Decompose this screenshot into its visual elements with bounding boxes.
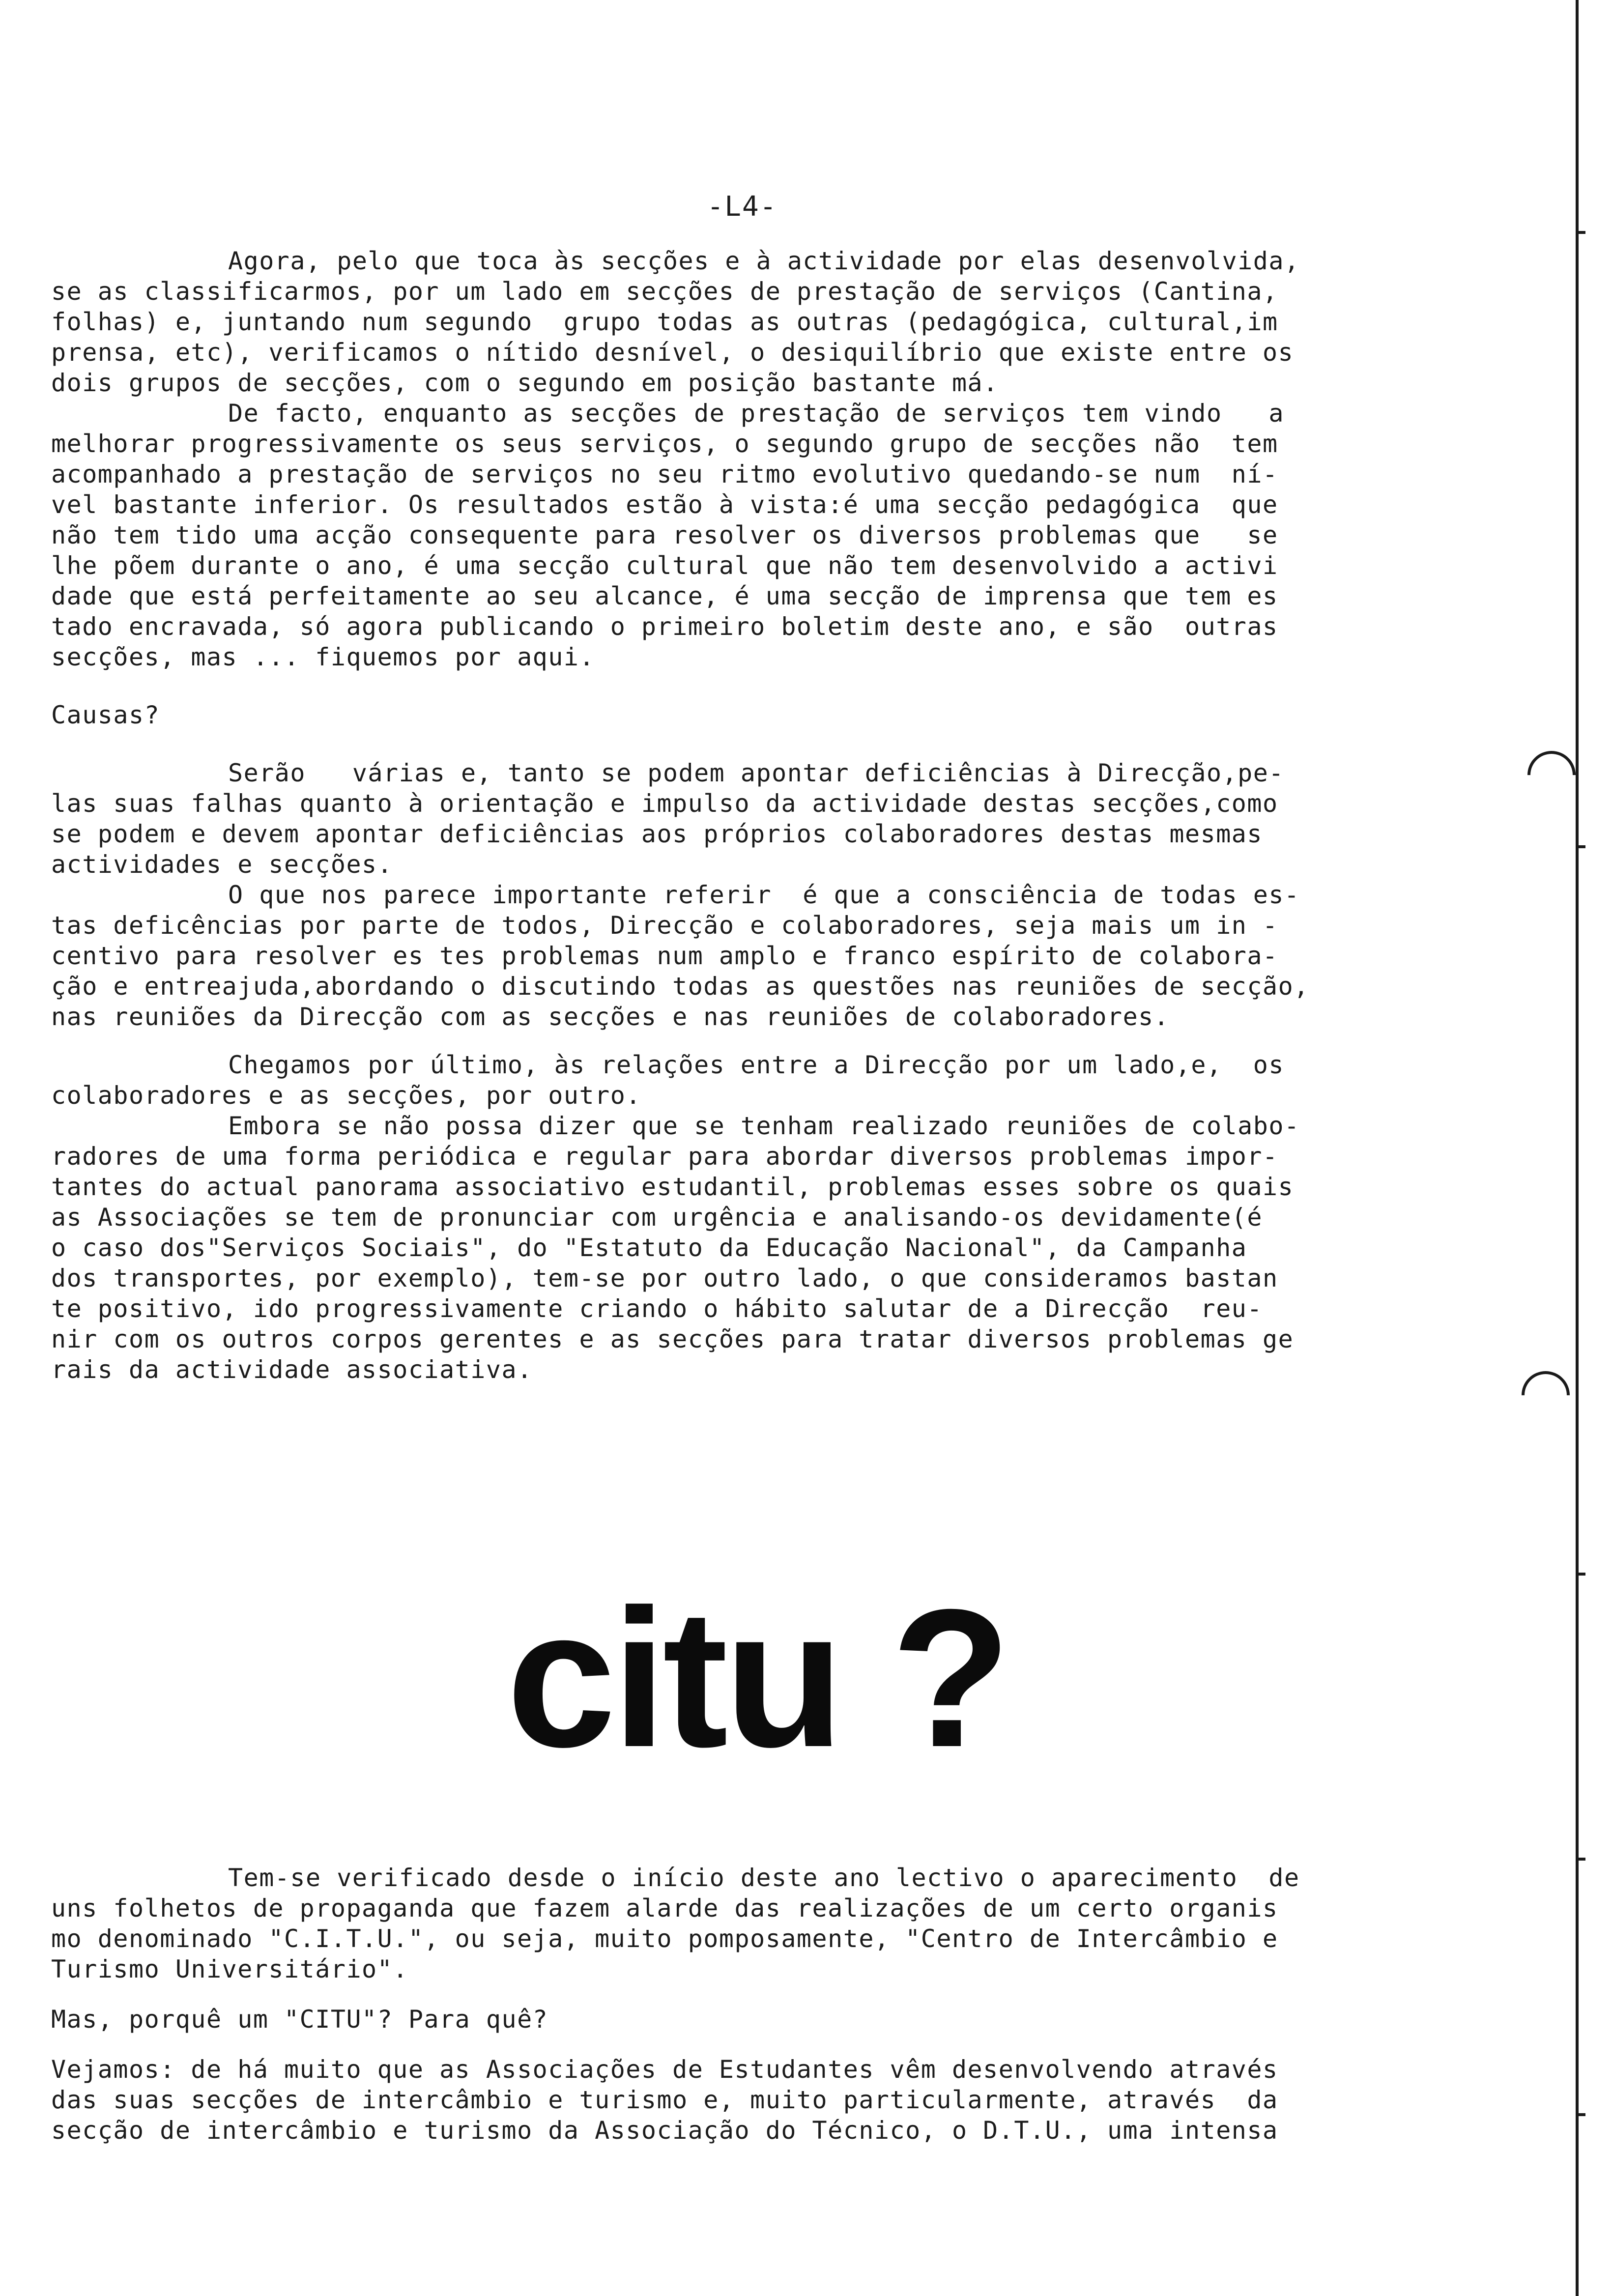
text-line: ção e entreajuda,abordando o discutindo todas as questões nas reuniões de secção,: [51, 972, 1309, 1001]
text-line: uns folhetos de propaganda que fazem alarde das realizações de um certo organis: [51, 1894, 1278, 1923]
paragraph-relations: [51, 1050, 1476, 1111]
margin-tick: [1579, 1573, 1585, 1576]
margin-tick: [1579, 1858, 1585, 1861]
text-line: las suas falhas quanto à orientação e impulso da actividade destas secções,como: [51, 789, 1278, 818]
text-line: radores de uma forma periódica e regular para abordar diversos problemas impor-: [51, 1142, 1278, 1171]
text-line: se podem e devem apontar deficiências aos próprios colaboradores destas mesmas: [51, 820, 1263, 848]
text-line: dade que está perfeitamente ao seu alcance, é uma secção de imprensa que tem es: [51, 582, 1278, 610]
causes-heading: Causas?: [51, 701, 160, 729]
text-line: lhe põem durante o ano, é uma secção cultural que não tem desenvolvido a activi: [51, 551, 1278, 580]
paragraph-sections-overview: [51, 246, 1476, 398]
text-line: o caso dos"Serviços Sociais", do "Estatuto da Educação Nacional", da Campanha: [51, 1234, 1247, 1262]
page-edge-rule: [1576, 0, 1579, 2296]
text-line: rais da actividade associativa.: [51, 1355, 533, 1384]
margin-tick: [1579, 2113, 1585, 2116]
paragraph-consciousness: [51, 880, 1476, 1032]
binder-hole-mark: [1512, 1361, 1580, 1430]
text-line: Chegamos por último, às relações entre a Direcção por um lado,e, os: [228, 1051, 1284, 1079]
text-line: actividades e secções.: [51, 850, 393, 879]
article-citu: [51, 1863, 1476, 2146]
text-line: folhas) e, juntando num segundo grupo todas as outras (pedagógica, cultural,im: [51, 308, 1278, 336]
text-line: secções, mas ... fiquemos por aqui.: [51, 643, 595, 671]
paragraph-citu-analysis: [51, 2054, 1476, 2146]
article-top: [51, 246, 1476, 1385]
text-line: nir com os outros corpos gerentes e as secções para tratar diversos problemas ge: [51, 1325, 1294, 1353]
margin-tick: [1579, 845, 1585, 848]
text-line: tantes do actual panorama associativo estudantil, problemas esses sobre os quais: [51, 1173, 1294, 1201]
text-line: tado encravada, só agora publicando o primeiro boletim deste ano, e são outras: [51, 612, 1278, 641]
text-line: tas deficências por parte de todos, Direcção e colaboradores, seja mais um in -: [51, 911, 1278, 940]
text-line: mo denominado "C.I.T.U.", ou seja, muito pomposamente, "Centro de Intercâmbio e: [51, 1924, 1278, 1953]
citu-heading: citu ?: [506, 1568, 1008, 1788]
text-line: colaboradores e as secções, por outro.: [51, 1081, 641, 1110]
text-line: não tem tido uma acção consequente para resolver os diversos problemas que se: [51, 521, 1278, 549]
text-line: acompanhado a prestação de serviços no seu ritmo evolutivo quedando-se num ní-: [51, 460, 1278, 488]
text-line: centivo para resolver es tes problemas num amplo e franco espírito de colabora-: [51, 942, 1278, 970]
paragraph-citu-intro: [51, 1863, 1476, 1984]
page-number: -L4-: [707, 191, 777, 223]
citu-question: Mas, porquê um "CITU"? Para quê?: [51, 2005, 548, 2034]
paragraph-meetings: [51, 1111, 1476, 1385]
text-line: dois grupos de secções, com o segundo em posição bastante má.: [51, 369, 999, 397]
text-line: as Associações se tem de pronunciar com urgência e analisando-os devidamente(é: [51, 1203, 1263, 1232]
text-line: Embora se não possa dizer que se tenham realizado reuniões de colabo-: [228, 1112, 1300, 1140]
text-line: te positivo, ido progressivamente criando o hábito salutar de a Direcção reu-: [51, 1294, 1263, 1323]
paragraph-de-facto: [51, 398, 1476, 672]
text-line: Agora, pelo que toca às secções e à actividade por elas desenvolvida,: [228, 247, 1300, 275]
text-line: De facto, enquanto as secções de prestação de serviços tem vindo a: [228, 399, 1284, 428]
paragraph-causes: [51, 758, 1476, 880]
text-line: vel bastante inferior. Os resultados estão à vista:é uma secção pedagógica que: [51, 490, 1278, 519]
text-line: Serão várias e, tanto se podem apontar deficiências à Direcção,pe-: [228, 759, 1284, 787]
text-line: se as classificarmos, por um lado em secções de prestação de serviços (Cantina,: [51, 277, 1278, 306]
text-line: secção de intercâmbio e turismo da Associação do Técnico, o D.T.U., uma intensa: [51, 2116, 1278, 2145]
margin-tick: [1579, 231, 1585, 234]
text-line: Vejamos: de há muito que as Associações de Estudantes vêm desenvolvendo através: [51, 2055, 1278, 2084]
text-line: Turismo Universitário".: [51, 1955, 408, 1983]
text-line: Tem-se verificado desde o início deste ano lectivo o aparecimento de: [228, 1864, 1300, 1892]
text-line: melhorar progressivamente os seus serviços, o segundo grupo de secções não tem: [51, 430, 1278, 458]
text-line: das suas secções de intercâmbio e turismo e, muito particularmente, através da: [51, 2086, 1278, 2114]
text-line: nas reuniões da Direcção com as secções e nas reuniões de colaboradores.: [51, 1003, 1170, 1031]
text-line: prensa, etc), verificamos o nítido desnível, o desiquilíbrio que existe entre os: [51, 338, 1294, 367]
text-line: dos transportes, por exemplo), tem-se por outro lado, o que consideramos bastan: [51, 1264, 1278, 1292]
text-line: O que nos parece importante referir é que a consciência de todas es-: [228, 881, 1300, 909]
